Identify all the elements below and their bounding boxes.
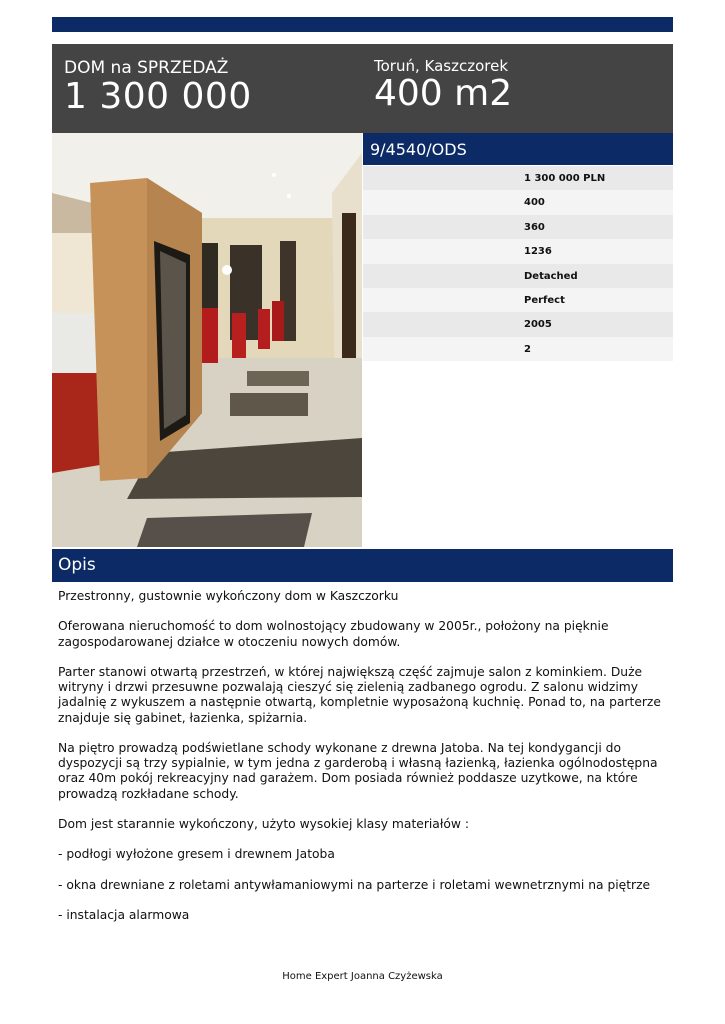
description-text: [58, 589, 668, 939]
listing-type: DOM na SPRZEDAŻ: [64, 58, 229, 78]
spec-row-3: [363, 215, 673, 239]
reference-number: 9/4540/ODS: [370, 140, 467, 159]
spec-row-4: [363, 239, 673, 263]
description-paragraph: Parter stanowi otwartą przestrzeń, w której największą część zajmuje salon z kominkiem. Duże witryny i drzwi przesuwne pozwalają cieszyć się zielenią zadbanego ogrodu. Z salonu widzimy jadalnię z wykuszem a następnie otwartą, kompletnie wyposażoną kuchnię. Ponad to, na parterze znajduje się gabinet, łazienka, spiżarnia.: [58, 664, 661, 725]
agency-footer: Home Expert Joanna Czyżewska: [282, 971, 443, 982]
spec-value: Perfect: [524, 294, 565, 306]
spec-value: 1 300 000 PLN: [524, 173, 606, 184]
property-photo: [52, 133, 362, 547]
spec-table: [363, 166, 673, 361]
spec-row-price: [363, 166, 673, 190]
listing-area: 400 m2: [374, 73, 513, 114]
spec-value: 400: [524, 197, 545, 209]
description-paragraph: Przestronny, gustownie wykończony dom w Kaszczorku: [58, 589, 399, 603]
spec-row-type: [363, 264, 673, 288]
reference-bar: [363, 133, 673, 165]
spec-row-area: [363, 190, 673, 214]
spec-row-year: [363, 312, 673, 336]
description-paragraph: Dom jest starannie wykończony, użyto wysokiej klasy materiałów :: [58, 816, 469, 831]
listing-price: 1 300 000: [64, 76, 252, 117]
description-paragraph: Na piętro prowadzą podświetlane schody wykonane z drewna Jatoba. Na tej kondygancji do dyspozycji są trzy sypialnie, w tym jedna z garderobą i własną łazienką, łazienka ogólnodostępna oraz 40m pokój rekreacyjny nad garażem. Dom posiada również poddasze uzytkowe, na które prowadzą rozkładane schody.: [58, 740, 658, 801]
listing-header: [52, 44, 673, 133]
spec-value: 1236: [524, 246, 552, 258]
spec-value: 2005: [524, 319, 552, 331]
spec-value: 360: [524, 221, 545, 233]
top-accent-bar: [52, 17, 673, 32]
description-paragraph: - podłogi wyłożone gresem i drewnem Jatoba: [58, 847, 335, 862]
spec-row-8: [363, 337, 673, 361]
spec-value: 2: [524, 343, 531, 355]
description-paragraph: - okna drewniane z roletami antywłamaniowymi na parterze i roletami wewnetrznymi na piętrze: [58, 877, 651, 892]
description-heading: Opis: [58, 555, 96, 575]
listing-location: Toruń, Kaszczorek: [374, 57, 509, 75]
description-heading-bar: [52, 549, 673, 582]
spec-value: Detached: [524, 270, 578, 282]
description-paragraph: - instalacja alarmowa: [58, 908, 190, 923]
spec-row-condition: [363, 288, 673, 312]
description-paragraph: Oferowana nieruchomość to dom wolnostojący zbudowany w 2005r., położony na pięknie zagospodarowanej działce w otoczeniu nowych domów.: [58, 619, 609, 649]
